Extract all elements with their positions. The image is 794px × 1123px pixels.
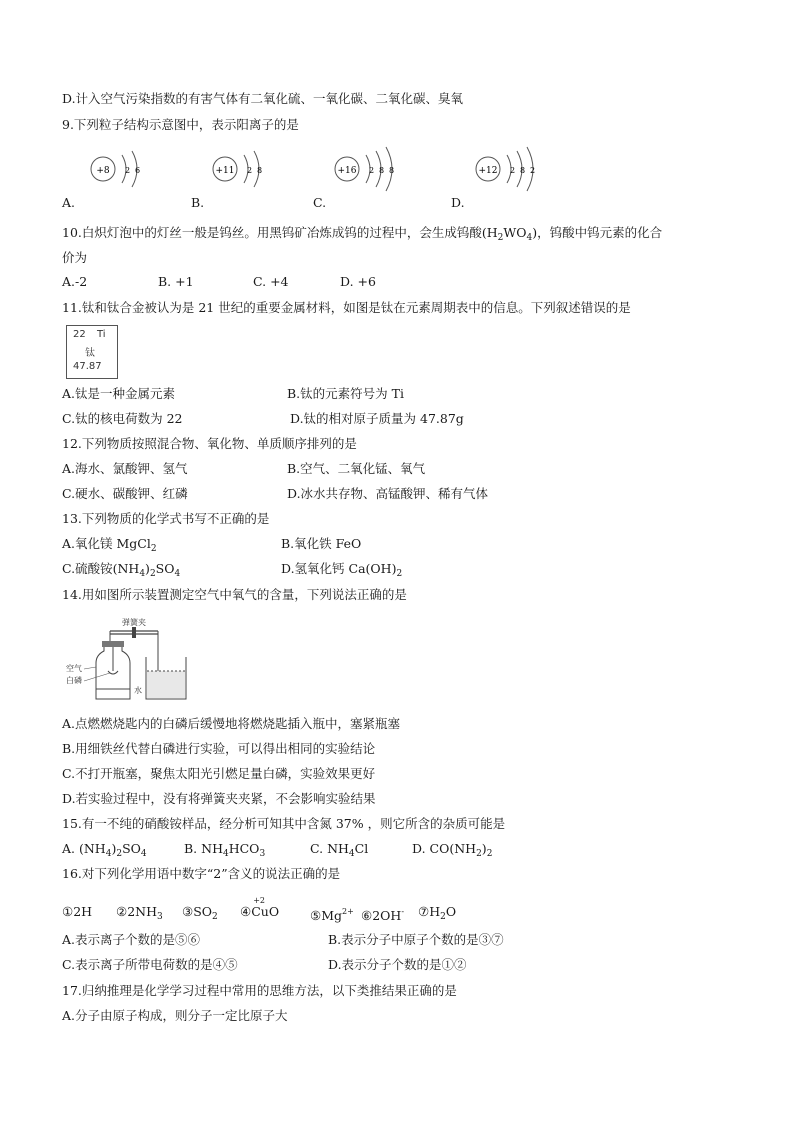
svg-text:2: 2	[125, 166, 131, 175]
q17-option-a: A.分子由原子构成，则分子一定比原子大	[62, 1008, 288, 1023]
q16-symbol-6: ⑥2OH-	[361, 907, 405, 923]
q15-option-d: D. $CO(NH_2)_2$	[412, 841, 493, 859]
q15-option-a: A. $(NH_4)_2SO_4$	[62, 841, 147, 859]
q12-option-c: C.硬水、碳酸钾、红磷	[62, 486, 188, 501]
svg-text:8: 8	[520, 166, 526, 175]
element-card-titanium	[66, 325, 118, 379]
q13-option-d: D.氢氧化钙 $Ca(OH)_2$	[281, 561, 403, 579]
svg-text:+11: +11	[215, 166, 235, 176]
q15-stem: 15.有一不纯的硝酸铵样品，经分析可知其中含氮 37% ，则它所含的杂质可能是	[62, 816, 506, 831]
element-symbol: Ti	[97, 329, 106, 340]
q16-symbol-5: $⑤Mg^{2+}$	[310, 907, 354, 923]
q13-option-b: B.氧化铁 FeO	[281, 536, 362, 551]
q16-symbol-3: $③SO_2$	[182, 904, 218, 922]
atomic-mass: 47.87	[73, 361, 102, 372]
q10-stem: 10.白炽灯泡中的灯丝一般是钨丝。用黑钨矿冶炼成钨的过程中，会生成钨酸$(H_2WO_4)$，钨酸中钨元素的化合	[62, 225, 663, 243]
svg-text:6: 6	[135, 166, 141, 175]
q9-option-b-label: B.	[191, 195, 205, 210]
svg-text:+12: +12	[478, 166, 498, 176]
atom-diagram-a	[86, 146, 166, 192]
q12-option-b: B.空气、二氧化锰、氧气	[287, 461, 426, 476]
q11-stem: 11.钛和钛合金被认为是 21 世纪的重要金属材料，如图是钛在元素周期表中的信息。下列叙述错误的是	[62, 300, 631, 315]
q16-option-c: C.表示离子所带电荷数的是④⑤	[62, 957, 238, 972]
q14-option-c: C.不打开瓶塞，聚焦太阳光引燃足量白磷，实验效果更好	[62, 766, 376, 781]
q16-symbol-1: ①2H	[62, 904, 93, 919]
q9-option-d-label: D.	[451, 195, 465, 210]
svg-text:8: 8	[379, 166, 385, 175]
svg-text:8: 8	[389, 166, 395, 175]
q13-stem: 13.下列物质的化学式书写不正确的是	[62, 511, 270, 526]
svg-text:2: 2	[369, 166, 375, 175]
nucleus-a: +8	[96, 166, 110, 176]
q16-option-b: B.表示分子中原子个数的是③⑦	[328, 932, 504, 947]
svg-text:8: 8	[257, 166, 263, 175]
phosphorus-label: 白磷	[66, 676, 82, 685]
q16-option-d: D.表示分子个数的是①②	[328, 957, 467, 972]
q9-stem: 9.下列粒子结构示意图中，表示阳离子的是	[62, 117, 299, 132]
q14-option-d: D.若实验过程中，没有将弹簧夹夹紧，不会影响实验结果	[62, 791, 376, 806]
q10-option-c: C. +4	[253, 274, 289, 289]
atom-diagram-c	[330, 146, 420, 192]
svg-text:2: 2	[510, 166, 516, 175]
q11-option-a: A.钛是一种金属元素	[62, 386, 176, 401]
clamp-label: 弹簧夹	[122, 618, 146, 627]
atom-diagram-d	[471, 146, 561, 192]
air-label: 空气	[66, 664, 82, 673]
q9-option-a-label: A.	[62, 195, 76, 210]
svg-text:2: 2	[247, 166, 253, 175]
q17-stem: 17.归纳推理是化学学习过程中常用的思维方法，以下类推结果正确的是	[62, 983, 457, 998]
oxygen-measurement-apparatus-figure	[66, 617, 198, 704]
q8-option-d: D.计入空气污染指数的有害气体有二氧化硫、一氧化碳、二氧化碳、臭氧	[62, 91, 464, 106]
q16-symbol-2: $②2NH_3$	[116, 904, 163, 922]
water-label: 水	[134, 686, 142, 695]
q11-option-c: C.钛的核电荷数为 22	[62, 411, 183, 426]
q16-symbol-4: ④ +2 CuO	[240, 896, 280, 919]
svg-text:+16: +16	[337, 166, 357, 176]
q16-symbol-7: $⑦H_2O$	[418, 904, 457, 922]
q10-option-b: B. +1	[158, 274, 194, 289]
q11-option-b: B.钛的元素符号为 Ti	[287, 386, 404, 401]
atom-diagram-b	[208, 146, 288, 192]
q10-option-d: D. +6	[340, 274, 376, 289]
q13-option-a: A.氧化镁 MgCl$_2$	[62, 536, 157, 554]
q14-option-b: B.用细铁丝代替白磷进行实验，可以得出相同的实验结论	[62, 741, 376, 756]
q14-option-a: A.点燃燃烧匙内的白磷后缓慢地将燃烧匙插入瓶中，塞紧瓶塞	[62, 716, 401, 731]
q14-stem: 14.用如图所示装置测定空气中氧气的含量，下列说法正确的是	[62, 587, 407, 602]
q15-option-b: B. $NH_4HCO_3$	[184, 841, 266, 859]
q9-option-c-label: C.	[313, 195, 327, 210]
atomic-number: 22	[73, 329, 86, 340]
q16-option-a: A.表示离子个数的是⑤⑥	[62, 932, 201, 947]
q12-option-d: D.冰水共存物、高锰酸钾、稀有气体	[287, 486, 489, 501]
svg-text:2: 2	[530, 166, 536, 175]
q10-option-a: A.-2	[62, 274, 88, 289]
q13-option-c: C.硫酸铵$(NH_4)_2SO_4$	[62, 561, 181, 579]
q11-option-d: D.钛的相对原子质量为 47.87g	[290, 411, 464, 426]
q10-stem-line2: 价为	[62, 250, 88, 265]
q16-stem: 16.对下列化学用语中数字“2”含义的说法正确的是	[62, 866, 341, 881]
q12-stem: 12.下列物质按照混合物、氧化物、单质顺序排列的是	[62, 436, 357, 451]
element-name: 钛	[85, 348, 95, 359]
q12-option-a: A.海水、氯酸钾、氢气	[62, 461, 188, 476]
q15-option-c: C. $NH_4Cl$	[310, 841, 369, 859]
